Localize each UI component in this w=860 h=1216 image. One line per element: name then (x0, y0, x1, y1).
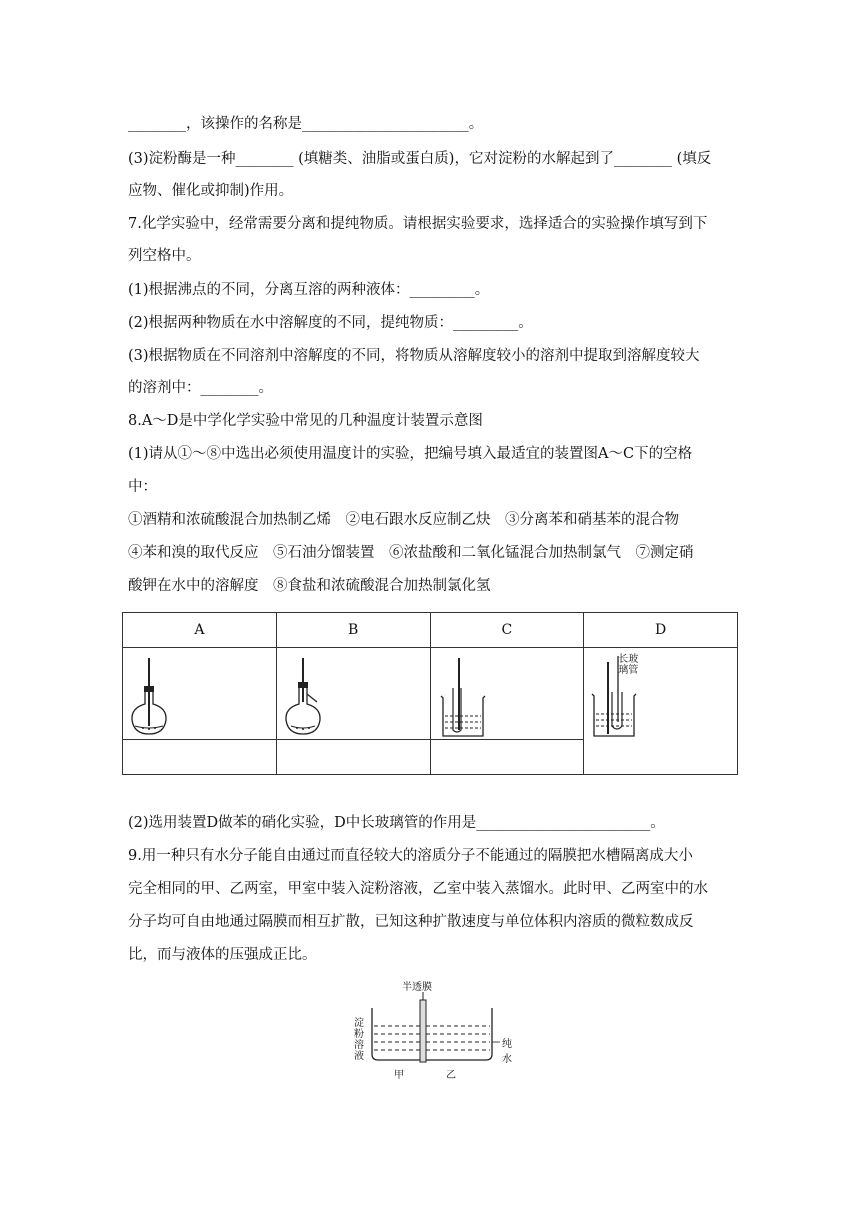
room-yi-label: 乙 (446, 1070, 456, 1081)
answer-cell-b[interactable] (276, 740, 430, 775)
apparatus-b-cell (276, 648, 430, 740)
question-8: 8.A～D是中学化学实验中常见的几种温度计装置示意图 (128, 413, 483, 429)
question-8-1: (1)请从①～⑧中选出必须使用温度计的实验，把编号填入最适宜的装置图A～C下的空格 (128, 446, 693, 462)
text-line: 比，而与液体的压强成正比。 (128, 947, 317, 963)
text-line: 中： (128, 479, 157, 495)
apparatus-c-cell (430, 648, 584, 740)
answer-cell-a[interactable] (123, 740, 277, 775)
membrane-label: 半透膜 (402, 982, 432, 993)
apparatus-d-cell (584, 648, 738, 775)
flask-thermometer-b-icon (283, 656, 329, 738)
question-6-3: (3)淀粉酶是一种________ (填糖类、油脂或蛋白质)，它对淀粉的水解起到了________ (填反 (128, 151, 712, 167)
header-a: A (123, 613, 277, 648)
question-7-3: (3)根据物质在不同溶剂中溶解度的不同，将物质从溶解度较小的溶剂中提取到溶解度较大 (128, 348, 700, 364)
text-line: 分子均可自由地通过隔膜而相互扩散，已知这种扩散速度与单位体积内溶质的微粒数成反 (128, 914, 694, 930)
text-line: 列空格中。 (128, 248, 201, 264)
room-jia-label: 甲 (394, 1070, 404, 1081)
header-d: D (584, 613, 738, 648)
beaker-thermometer-c-icon (437, 656, 487, 738)
header-b: B (276, 613, 430, 648)
apparatus-a-cell (123, 648, 277, 740)
membrane-figure (350, 980, 520, 1080)
options-line: 酸钾在水中的溶解度 ⑧食盐和浓硫酸混合加热制氯化氢 (128, 578, 491, 594)
text-line: 应物、催化或抑制)作用。 (128, 183, 294, 199)
flask-thermometer-a-icon (129, 656, 175, 738)
apparatus-table (122, 612, 738, 775)
long-tube-label: 长玻璃管 (618, 654, 639, 676)
pure-water-label: 纯水 (502, 1039, 512, 1065)
text-line: 的溶剂中：________。 (128, 380, 273, 396)
question-9: 9.用一种只有水分子能自由通过而直径较大的溶质分子不能通过的隔膜把水槽隔离成大小 (128, 848, 693, 864)
header-c: C (430, 613, 584, 648)
starch-solution-label: 淀粉溶液 (354, 1018, 364, 1062)
text-line: 完全相同的甲、乙两室，甲室中装入淀粉溶液，乙室中装入蒸馏水。此时甲、乙两室中的水 (128, 881, 708, 897)
water-trough-icon (350, 980, 520, 1080)
question-8-2: (2)选用装置D做苯的硝化实验，D中长玻璃管的作用是________________________。 (128, 815, 665, 831)
question-7-1: (1)根据沸点的不同，分离互溶的两种液体：_________。 (128, 282, 490, 298)
options-line: ④苯和溴的取代反应 ⑤石油分馏装置 ⑥浓盐酸和二氧化锰混合加热制氯气 ⑦测定硝 (128, 545, 694, 561)
options-line: ①酒精和浓硫酸混合加热制乙烯 ②电石跟水反应制乙炔 ③分离苯和硝基苯的混合物 (128, 512, 679, 528)
question-7-2: (2)根据两种物质在水中溶解度的不同，提纯物质：_________。 (128, 315, 533, 331)
text-line: ________，该操作的名称是_______________________。 (128, 116, 484, 132)
answer-cell-c[interactable] (430, 740, 584, 775)
question-7: 7.化学实验中，经常需要分离和提纯物质。请根据实验要求，选择适合的实验操作填写到下 (128, 216, 708, 232)
